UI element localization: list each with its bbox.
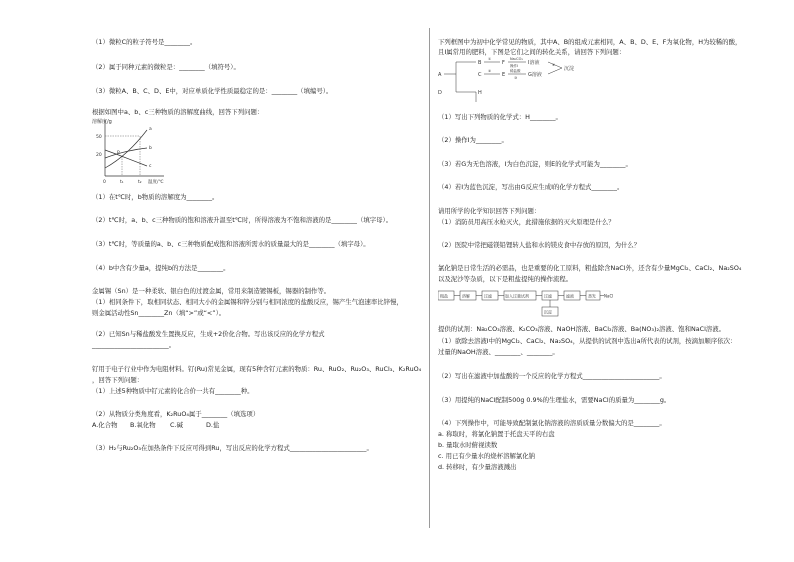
nacl-q2: （2）写出在滤液中加盐酸的一个反应的化学方程式________________________。 bbox=[438, 372, 666, 380]
step-3: ③ bbox=[514, 76, 518, 80]
ru-option-a: A.化合物 bbox=[92, 421, 118, 429]
ru-option-c: C.碱 bbox=[170, 421, 183, 429]
nacl-intro-line1: 氯化钠是日常生活的必需品，也是重要的化工原料，粗盐除含NaCl外，还含有少量MgCl₂、CaCl₂、Na₂SO₄ bbox=[438, 264, 742, 272]
tick-origin: 0 bbox=[103, 180, 106, 185]
box-evaporate: 蒸发 bbox=[588, 293, 596, 299]
question-purify-b: （4）b中含有少量a，提纯b的方法是________。 bbox=[92, 264, 230, 272]
nacl-q4: （4）下列操作中，可能导致配制氯化钠溶液的溶质质量分数偏大的是________。 bbox=[438, 419, 666, 427]
node-i: I溶液 bbox=[528, 60, 540, 66]
box-add-reagent: 加入过量试剂 bbox=[505, 293, 529, 299]
label-p: P bbox=[117, 151, 120, 156]
tick-y50: 50 bbox=[96, 135, 102, 140]
tin-q2-blank: ________________________。 bbox=[92, 341, 176, 349]
tin-q1-line1: （1）相同条件下，取相同状态、相同大小的金属锡和锌分别与相同浓度的盐酸反应，锡产生气泡速率比锌慢， bbox=[92, 298, 403, 306]
box-precipitate: 沉淀 bbox=[544, 309, 552, 315]
apply-q2: （2）医院中常把磁镁铅锂转人盐和水的镁皮食中存放的原因，为什么？ bbox=[438, 241, 641, 249]
ru-q2: （2）从物质分类角度看，K₂RuO₄属于________（填选项） bbox=[92, 410, 260, 418]
nacl-q1-line2: 过量的NaOH溶液、________、________。 bbox=[438, 348, 559, 356]
node-e: E bbox=[502, 72, 506, 78]
ru-intro-line1: 钌用于电子行业中作为电阻材料。钌(Ru)常见金属，现有5种含钌元素的物质：Ru、RuO₂、Ru₂O₃、RuCl₃、K₂RuO₄ bbox=[92, 365, 422, 373]
flow-intro-line2: 且I属常用的肥料，下图是它们之间的转化关系，请回答下列问题： bbox=[438, 48, 626, 56]
node-d: D bbox=[438, 90, 442, 96]
apply-q1: （1）消防员用高压水枪灭火，此措施依据的灭火原理是什么？ bbox=[438, 218, 615, 226]
nacl-q4-option-d: d. 转移时，有少量溶液溅出 bbox=[438, 463, 517, 471]
ru-q3: （3）H₂与Ru₂O₃在加热条件下反应可得到Ru，写出反应的化学方程式________________________。 bbox=[92, 444, 373, 452]
box-dissolve: 溶解 bbox=[462, 293, 470, 299]
column-divider bbox=[429, 28, 430, 528]
tin-q1-line2: 则金属活动性Sn________Zn（填“>”或“<”）。 bbox=[92, 309, 226, 317]
step-1: ① bbox=[488, 57, 492, 61]
box-filter-1: 过滤 bbox=[484, 293, 492, 299]
question-most-water: （3）t℃时，等质量的a、b、c三种物质配成饱和溶液所需水的质量最大的是________（填字母）。 bbox=[92, 240, 370, 248]
apply-intro: 请用所学的化学知识回答下列问题： bbox=[438, 207, 541, 215]
tick-y20: 20 bbox=[96, 153, 102, 158]
node-g: G溶液 bbox=[528, 72, 542, 78]
flow-q1: （1）写出下列物质的化学式：H________。 bbox=[438, 113, 562, 121]
salt-purification-flow bbox=[438, 287, 618, 319]
label-c: c bbox=[149, 164, 152, 169]
reagent-hcl: 稀盐酸 bbox=[510, 69, 521, 73]
box-filtrate: 滤液 bbox=[566, 293, 574, 299]
flow-q2: （2）操作Ⅰ为________。 bbox=[438, 136, 508, 144]
tick-t1: t₁ bbox=[120, 180, 124, 185]
node-c: C bbox=[478, 72, 482, 78]
operation-1: 操作Ⅰ bbox=[510, 64, 519, 68]
tin-q2: （2）已知Sn与稀盐酸发生置换反应，生成+2价化合物。写出该反应的化学方程式 bbox=[92, 330, 325, 338]
question-unsaturated: （2）t℃时，a、b、c三种物质的饱和溶液升温至t℃时，所得溶液为不饱和溶液的是________（填字母）。 bbox=[92, 216, 393, 224]
node-precipitate: 沉淀 bbox=[564, 66, 575, 72]
question-b-solubility: （1）在t℃时，b物质的溶解度为________。 bbox=[92, 193, 219, 201]
question-particle-symbol: （1）微粒C的粒子符号是________。 bbox=[92, 38, 197, 46]
graph-ylabel: 溶解度/g bbox=[92, 119, 112, 125]
nacl-q4-option-b: b. 量取水时俯视读数 bbox=[438, 441, 498, 449]
solubility-intro: 根据如图中a、b、c三种物质的溶解度曲线，回答下列问题： bbox=[92, 108, 264, 116]
nacl-q3: （3）用提纯的NaCl配制500g 0.9%的生理盐水，需要NaCl的质量为________g。 bbox=[438, 396, 671, 404]
tin-intro: 金属锡（Sn）是一种柔软、银白色的过渡金属，常用来制造镀锡板，锡器的制作等。 bbox=[92, 287, 331, 295]
flow-intro-line1: 下列框图中为初中化学常见的物质，其中A、B的组成元素相同，A、B、D、E、F为氧化物，H为较稀的酸， bbox=[438, 38, 742, 46]
reagents-list: 提供的试剂：Na₂CO₃溶液、K₂CO₃溶液、NaOH溶液、BaCl₂溶液、Ba(NO₃)₂溶液、饱和NaCl溶液。 bbox=[438, 325, 726, 333]
box-nacl: NaCl bbox=[604, 293, 614, 299]
ru-option-b: B.氧化物 bbox=[130, 421, 156, 429]
step-2: ② bbox=[488, 69, 492, 73]
curve-c bbox=[105, 150, 147, 166]
nacl-q1-line1: （1）欲除去溶液Ⅰ中的MgCl₂、CaCl₂、Na₂SO₄，从提供的试剂中选出a所代表的试剂，按滴加顺序依次： bbox=[438, 337, 737, 345]
reagent-na2co3: Na₂CO₃ bbox=[510, 57, 523, 61]
label-b: b bbox=[149, 146, 152, 151]
flow-q3: （3）若G为无色溶液，I为白色沉淀，则E的化学式可能为________。 bbox=[438, 160, 632, 168]
question-same-element: （2）属于同种元素的微粒是：________（填符号）。 bbox=[92, 63, 240, 71]
node-b: B bbox=[478, 60, 482, 66]
question-most-stable: （3）微粒A、B、C、D、E中，对应单质化学性质最稳定的是：________（填编号）。 bbox=[92, 87, 333, 95]
graph-xlabel: 温度/℃ bbox=[148, 180, 164, 185]
box-crude-salt: 粗盐 bbox=[440, 293, 448, 299]
tick-t2: t₂ bbox=[138, 180, 142, 185]
nacl-q4-option-c: c. 用已有少量水的烧杯溶解氯化钠 bbox=[438, 452, 536, 460]
ru-intro-line2: ，回答下列问题： bbox=[92, 376, 144, 384]
step-4: ④ bbox=[552, 63, 556, 67]
node-h: H bbox=[478, 90, 482, 96]
box-filter-2: 过滤 bbox=[544, 293, 552, 299]
ru-q1: （1）上述5种物质中钌元素的化合价一共有________种。 bbox=[92, 387, 254, 395]
nacl-q4-option-a: a. 称取时，将氯化钠置于托盘天平的右盘 bbox=[438, 430, 555, 438]
nacl-intro-line2: 以及泥沙等杂质，以下是粗盐提纯的操作流程。 bbox=[438, 275, 573, 283]
flow-q4: （4）若I为蓝色沉淀，写出由G反应生成I的化学方程式________。 bbox=[438, 183, 624, 191]
ru-option-d: D.盐 bbox=[206, 421, 220, 429]
reaction-flow-diagram bbox=[438, 56, 588, 108]
label-a: a bbox=[149, 127, 152, 132]
solubility-graph bbox=[92, 116, 177, 188]
node-a: A bbox=[438, 72, 442, 78]
node-f: F bbox=[502, 60, 505, 66]
